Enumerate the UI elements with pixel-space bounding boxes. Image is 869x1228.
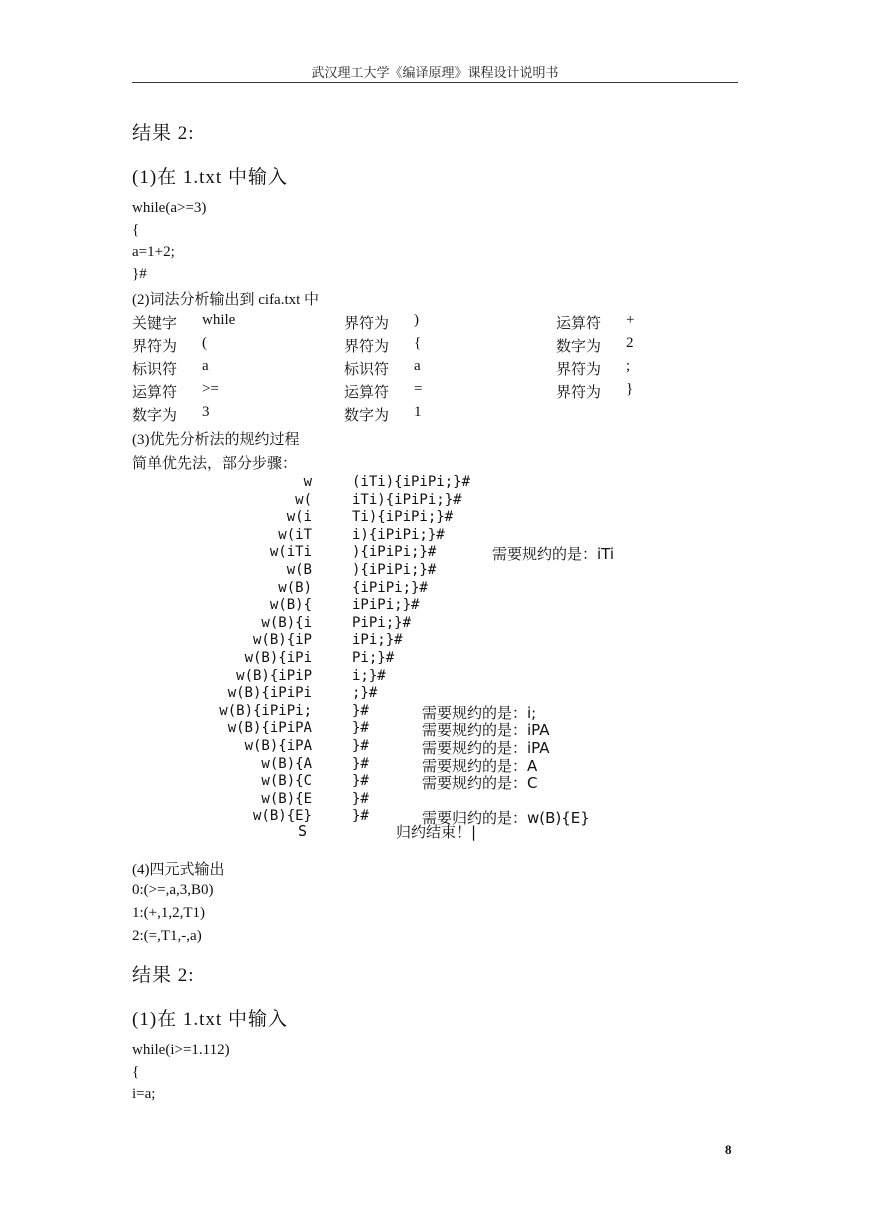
final-stack: S xyxy=(298,822,308,840)
step-stack: w(B){ xyxy=(269,597,312,614)
lex-row xyxy=(132,312,752,334)
step-stack: w(B){iPiP xyxy=(236,667,312,684)
step-input: iPi;}# xyxy=(352,632,403,649)
step-stack: w(iT xyxy=(278,526,312,543)
lex-value: a xyxy=(202,358,209,374)
lex-value: 3 xyxy=(202,404,210,420)
lex-label: 运算符 xyxy=(132,385,178,401)
step-note: 需要规约的是：C xyxy=(422,774,538,793)
quad-line: 2:(=,T1,-,a) xyxy=(132,928,202,944)
lex-label: 运算符 xyxy=(556,316,602,332)
step-input: ;}# xyxy=(352,685,378,702)
code-line: { xyxy=(132,1064,140,1080)
lex-label: 界符为 xyxy=(132,339,178,355)
lex-label: 关键字 xyxy=(132,316,178,332)
page-number: 8 xyxy=(725,1142,732,1157)
step-input: iTi){iPiPi;}# xyxy=(352,491,462,508)
quad-heading: (4)四元式输出 xyxy=(132,862,225,878)
step-note: 需要归约的是：w(B){E} xyxy=(422,809,590,828)
step-input: }# xyxy=(352,773,369,790)
step-input: ){iPiPi;}# xyxy=(352,562,437,578)
section1-heading: 结果 2: xyxy=(132,123,195,144)
step-stack: w( xyxy=(295,491,312,508)
step-input: i;}# xyxy=(352,667,386,684)
quad-line: 0:(>=,a,3,B0) xyxy=(132,882,214,898)
step-stack: w(iTi xyxy=(269,544,312,561)
step-stack: w xyxy=(303,474,312,490)
code-line: a=1+2; xyxy=(132,244,175,260)
lex-value: + xyxy=(626,312,635,328)
lex-value: ) xyxy=(414,312,419,328)
step-input: {iPiPi;}# xyxy=(352,579,428,596)
step-stack: w(B){i xyxy=(261,614,312,631)
lex-value: ; xyxy=(626,358,631,374)
lex-label: 界符为 xyxy=(556,385,602,401)
reduction-step xyxy=(132,703,732,721)
step-stack: w(B){iPiPA xyxy=(227,720,312,737)
step-stack: w(B){iP xyxy=(252,632,312,649)
lex-value: a xyxy=(414,358,421,374)
section2-input-heading: (1)在 1.txt 中输入 xyxy=(132,1009,288,1030)
step-input: PiPi;}# xyxy=(352,614,412,631)
reduction-step xyxy=(132,580,732,598)
lex-row xyxy=(132,358,752,380)
step-input: ){iPiPi;}# xyxy=(352,544,437,561)
lex-label: 界符为 xyxy=(556,362,602,378)
step-input: Pi;}# xyxy=(352,650,395,666)
step-stack: w(B){E xyxy=(261,790,312,807)
step-input: }# xyxy=(352,720,369,737)
step-note: 需要规约的是：i; xyxy=(422,703,537,722)
step-stack: w(B){iPi xyxy=(244,650,312,666)
reduction-step xyxy=(132,492,732,510)
reduce-heading: (3)优先分析法的规约过程 xyxy=(132,432,300,448)
lex-label: 界符为 xyxy=(344,316,390,332)
reduction-step xyxy=(132,650,732,668)
step-stack: w(B) xyxy=(278,579,312,596)
lex-value: 2 xyxy=(626,335,634,351)
lex-value: ( xyxy=(202,335,207,351)
code-line: { xyxy=(132,222,140,238)
lex-label: 标识符 xyxy=(344,362,390,378)
reduction-step xyxy=(132,720,732,738)
lex-label: 标识符 xyxy=(132,362,178,378)
step-note: 需要规约的是：iTi xyxy=(492,545,615,564)
lex-row xyxy=(132,404,752,426)
lex-label: 运算符 xyxy=(344,385,390,401)
step-stack: w(B){iPiPi xyxy=(227,685,312,702)
lex-label: 界符为 xyxy=(344,339,390,355)
step-input: }# xyxy=(352,808,369,825)
lex-value: } xyxy=(626,381,634,397)
reduction-step xyxy=(132,756,732,774)
lex-label: 数字为 xyxy=(556,339,602,355)
lex-label: 数字为 xyxy=(344,408,390,424)
step-stack: w(B){iPiPi; xyxy=(219,702,312,719)
reduction-step xyxy=(132,544,732,562)
lex-label: 数字为 xyxy=(132,408,178,424)
reduction-step xyxy=(132,791,732,809)
lex-value: while xyxy=(202,312,236,328)
reduction-step xyxy=(132,597,732,615)
reduction-step xyxy=(132,474,732,492)
code-line: i=a; xyxy=(132,1086,156,1102)
step-note: 需要规约的是：A xyxy=(422,756,538,775)
step-stack: w(B){C xyxy=(261,773,312,790)
step-stack: w(B){A xyxy=(261,755,312,772)
step-stack: w(B){iPA xyxy=(244,738,312,754)
reduction-step xyxy=(132,615,732,633)
step-note: 需要规约的是：iPA xyxy=(422,739,550,757)
reduction-step xyxy=(132,509,732,527)
lex-value: >= xyxy=(202,381,219,397)
reduction-step xyxy=(132,527,732,545)
reduction-step xyxy=(132,685,732,703)
section1-input-heading: (1)在 1.txt 中输入 xyxy=(132,167,288,188)
reduction-step xyxy=(132,668,732,686)
step-note: 需要规约的是：iPA xyxy=(422,721,550,740)
step-input: i){iPiPi;}# xyxy=(352,526,445,543)
step-input: }# xyxy=(352,755,369,772)
lex-row xyxy=(132,335,752,357)
reduction-step xyxy=(132,738,732,756)
lex-row xyxy=(132,381,752,403)
step-input: (iTi){iPiPi;}# xyxy=(352,474,471,490)
step-input: Ti){iPiPi;}# xyxy=(352,509,454,526)
lex-value: 1 xyxy=(414,404,422,420)
step-input: iPiPi;}# xyxy=(352,597,420,614)
reduction-step xyxy=(132,632,732,650)
code-line: }# xyxy=(132,266,147,282)
reduction-step xyxy=(132,562,732,580)
lex-heading: (2)词法分析输出到 cifa.txt 中 xyxy=(132,292,320,308)
step-stack: w(B){E} xyxy=(252,808,312,825)
final-note: 归约结束！| xyxy=(396,823,477,841)
step-stack: w(i xyxy=(286,509,312,526)
header-rule xyxy=(132,82,738,83)
page-header: 武汉理工大学《编译原理》课程设计说明书 xyxy=(311,65,559,80)
section2-heading: 结果 2: xyxy=(132,965,195,986)
step-input: }# xyxy=(352,790,369,807)
code-line: while(a>=3) xyxy=(132,200,207,216)
lex-value: = xyxy=(414,381,423,397)
step-input: }# xyxy=(352,738,369,754)
screenshot-title: 简单优先法，部分步骤： xyxy=(132,454,298,472)
reduction-step xyxy=(132,773,732,791)
lex-value: { xyxy=(414,335,422,351)
step-stack: w(B xyxy=(286,562,312,578)
code-line: while(i>=1.112) xyxy=(132,1042,230,1058)
step-input: }# xyxy=(352,702,369,719)
quad-line: 1:(+,1,2,T1) xyxy=(132,905,206,921)
